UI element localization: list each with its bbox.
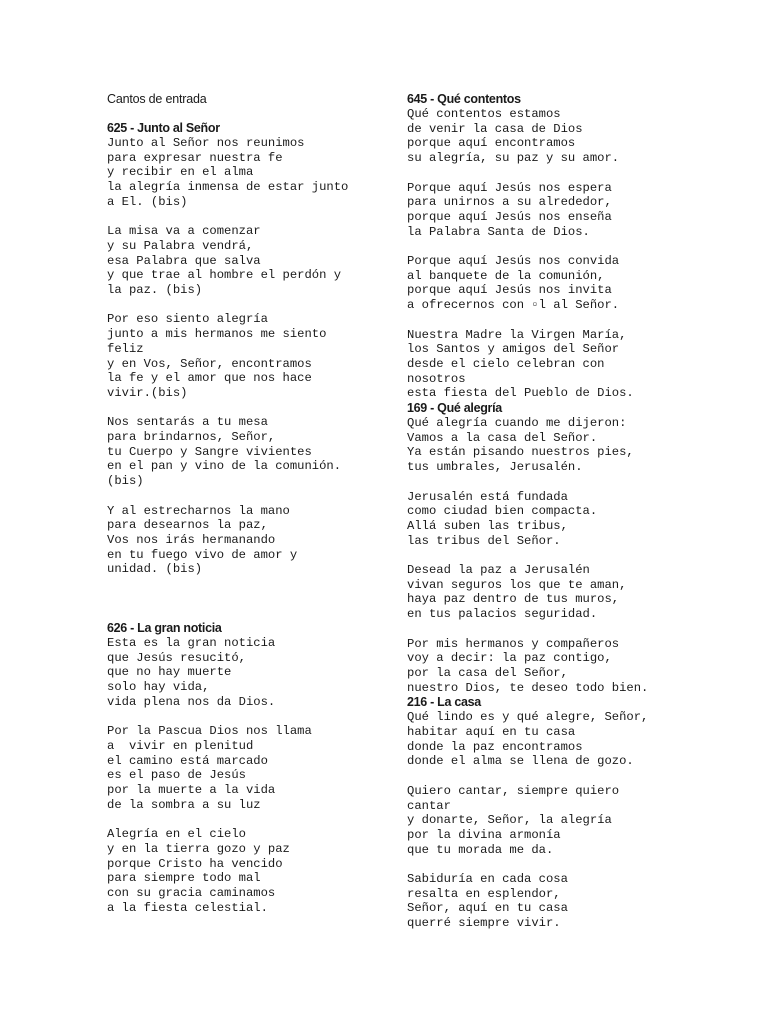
song-169-stanza-1: Qué alegría cuando me dijeron: Vamos a la casa del Señor. Ya están pisando nuestros pies, tus umbrales, Jerusalén. (407, 416, 634, 475)
spacer (107, 489, 437, 504)
song-625-stanza-1: Junto al Señor nos reunimos para expresar nuestra fe y recibir en el alma la alegría inmensa de estar junto a El. (bis) (107, 136, 349, 209)
song-169-stanza-2: Jerusalén está fundada como ciudad bien compacta. Allá suben las tribus, las tribus del Señor. (407, 489, 598, 548)
spacer (107, 107, 437, 121)
left-column (107, 92, 437, 915)
spacer (407, 857, 737, 872)
spacer (107, 298, 437, 313)
spacer (107, 812, 437, 827)
song-title-626: 626 - La gran noticia (107, 621, 222, 636)
song-title-169: 169 - Qué alegría (407, 401, 502, 416)
song-625-stanza-3: Por eso siento alegría junto a mis hermanos me siento feliz y en Vos, Señor, encontramos la fe y el amor que nos hace vivir.(bis) (107, 312, 327, 400)
spacer (407, 239, 737, 254)
spacer (407, 313, 737, 328)
song-626-stanza-1: Esta es la gran noticia que Jesús resucitó, que no hay muerte solo hay vida, vida plena nos da Dios. (107, 636, 276, 709)
spacer (407, 769, 737, 784)
section-heading: Cantos de entrada (107, 92, 207, 106)
song-216-stanza-2: Quiero cantar, siempre quiero cantar y donarte, Señor, la alegría por la divina armonía que tu morada me da. (407, 783, 620, 857)
song-626-stanza-3: Alegría en el cielo y en la tierra gozo y paz porque Cristo ha vencido para siempre todo mal con su gracia caminamos a la fiesta celestial. (107, 827, 290, 915)
spacer (407, 475, 737, 490)
spacer (107, 710, 437, 725)
spacer (107, 401, 437, 416)
song-216-stanza-3: Sabiduría en cada cosa resalta en esplendor, Señor, aquí en tu casa querré siempre vivir. (407, 872, 568, 931)
spacer (407, 622, 737, 637)
right-column (407, 92, 737, 931)
song-626-stanza-2: Por la Pascua Dios nos llama a vivir en plenitud el camino está marcado es el paso de Jesús por la muerte a la vida de la sombra a su luz (107, 724, 312, 812)
song-625-stanza-2: La misa va a comenzar y su Palabra vendrá, esa Palabra que salva y que trae al hombre el perdón y la paz. (bis) (107, 224, 342, 298)
song-645-stanza-1: Qué contentos estamos de venir la casa de Dios porque aquí encontramos su alegría, su paz y su amor. (407, 107, 620, 166)
song-title-216: 216 - La casa (407, 695, 481, 710)
song-title-625: 625 - Junto al Señor (107, 121, 220, 135)
song-645-stanza-4: Nuestra Madre la Virgen María, los Santos y amigos del Señor desde el cielo celebran con nosotros esta fiesta del Pueblo de Dios. (407, 327, 634, 401)
song-169-stanza-3: Desead la paz a Jerusalén vivan seguros los que te aman, haya paz dentro de tus muros, en tus palacios seguridad. (407, 563, 627, 622)
song-169-stanza-4: Por mis hermanos y compañeros voy a decir: la paz contigo, por la casa del Señor, nuestro Dios, te deseo todo bien. (407, 636, 649, 695)
spacer (107, 577, 437, 621)
spacer (107, 210, 437, 225)
song-title-645: 645 - Qué contentos (407, 92, 521, 106)
song-625-stanza-5: Y al estrecharnos la mano para desearnos la paz, Vos nos irás hermanando en tu fuego vivo de amor y unidad. (bis) (107, 503, 298, 577)
spacer (407, 548, 737, 563)
song-645-stanza-3: Porque aquí Jesús nos convida al banquete de la comunión, porque aquí Jesús nos invita a ofrecernos con ▫l al Señor. (407, 254, 620, 313)
song-645-stanza-2: Porque aquí Jesús nos espera para unirnos a su alrededor, porque aquí Jesús nos enseña la Palabra Santa de Dios. (407, 180, 612, 239)
spacer (407, 166, 737, 181)
song-216-stanza-1: Qué lindo es y qué alegre, Señor, habitar aquí en tu casa donde la paz encontramos donde el alma se llena de gozo. (407, 710, 649, 769)
song-625-stanza-4: Nos sentarás a tu mesa para brindarnos, Señor, tu Cuerpo y Sangre vivientes en el pan y vino de la comunión. (bis) (107, 415, 342, 489)
